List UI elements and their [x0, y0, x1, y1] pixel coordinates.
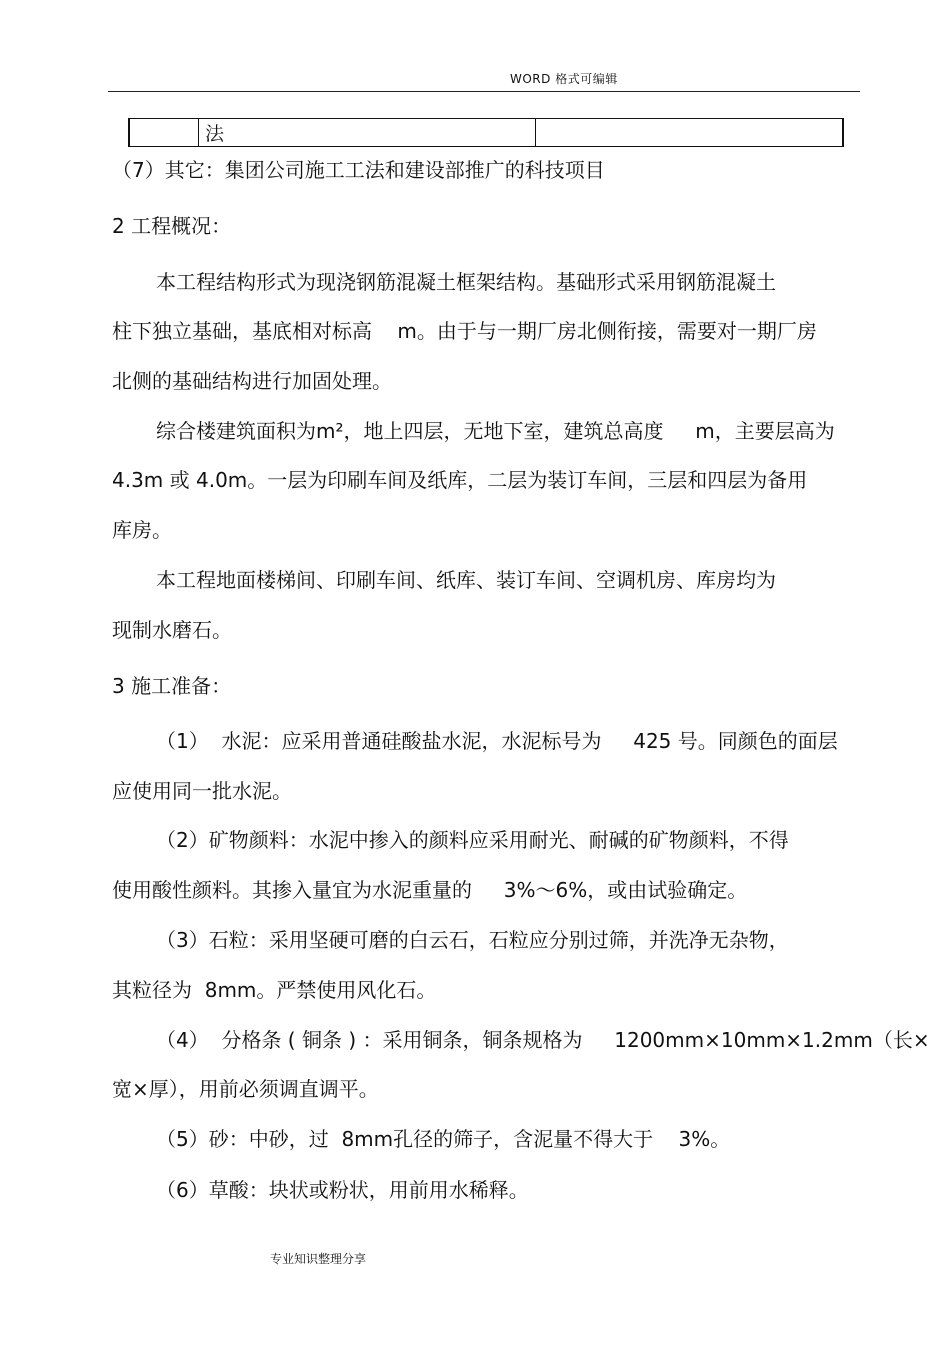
section-3-heading: 3 施工准备：: [112, 674, 232, 698]
paragraph-line: 宽×厚），用前必须调直调平。: [112, 1077, 379, 1101]
paragraph-line: （3）石粒：采用坚硬可磨的白云石，石粒应分别过筛，并洗净无杂物，: [156, 928, 789, 952]
paragraph-line: （5）砂：中砂，过 8mm孔径的筛子，含泥量不得大于 3%。: [156, 1127, 731, 1151]
paragraph-line: 应使用同一批水泥。: [112, 779, 292, 803]
header-divider: [108, 91, 860, 92]
item-7-other: （7）其它：集团公司施工工法和建设部推广的科技项目: [112, 158, 605, 182]
paragraph-line: 库房。: [112, 518, 172, 542]
table-cell: [536, 119, 844, 147]
paragraph-line: （6）草酸：块状或粉状，用前用水稀释。: [156, 1178, 529, 1202]
paragraph-line: 柱下独立基础，基底相对标高 m。由于与一期厂房北侧衔接，需要对一期厂房: [112, 319, 817, 343]
paragraph-line: （1） 水泥：应采用普通硅酸盐水泥，水泥标号为 425 号。同颜色的面层: [156, 729, 838, 753]
paragraph-line: 其粒径为 8mm。严禁使用风化石。: [112, 978, 437, 1002]
paragraph-line: 本工程地面楼梯间、印刷车间、纸库、装订车间、空调机房、库房均为: [156, 568, 776, 592]
page-footer: 专业知识整理分享: [270, 1252, 367, 1266]
paragraph-line: 北侧的基础结构进行加固处理。: [112, 369, 392, 393]
table-row: [129, 119, 843, 147]
paragraph-line: （2）矿物颜料：水泥中掺入的颜料应采用耐光、耐碱的矿物颜料，不得: [156, 828, 789, 852]
paragraph-line: （4） 分格条 ( 铜条 ) ：采用铜条，铜条规格为 1200mm×10mm×1.2mm（长×: [156, 1028, 930, 1052]
paragraph-line: 综合楼建筑面积为m²，地上四层，无地下室，建筑总高度 m，主要层高为: [156, 419, 835, 443]
section-2-heading: 2 工程概况：: [112, 214, 232, 238]
paragraph-line: 现制水磨石。: [112, 618, 232, 642]
paragraph-line: 本工程结构形式为现浇钢筋混凝土框架结构。基础形式采用钢筋混凝土: [156, 270, 776, 294]
table-fragment: [128, 118, 844, 147]
table-cell: 法: [199, 119, 536, 147]
paragraph-line: 4.3m 或 4.0m。一层为印刷车间及纸库，二层为装订车间，三层和四层为备用: [112, 468, 808, 492]
table-cell: [129, 119, 199, 147]
header-title: WORD 格式可编辑: [510, 72, 618, 86]
paragraph-line: 使用酸性颜料。其掺入量宜为水泥重量的 3%～6%，或由试验确定。: [112, 878, 748, 902]
